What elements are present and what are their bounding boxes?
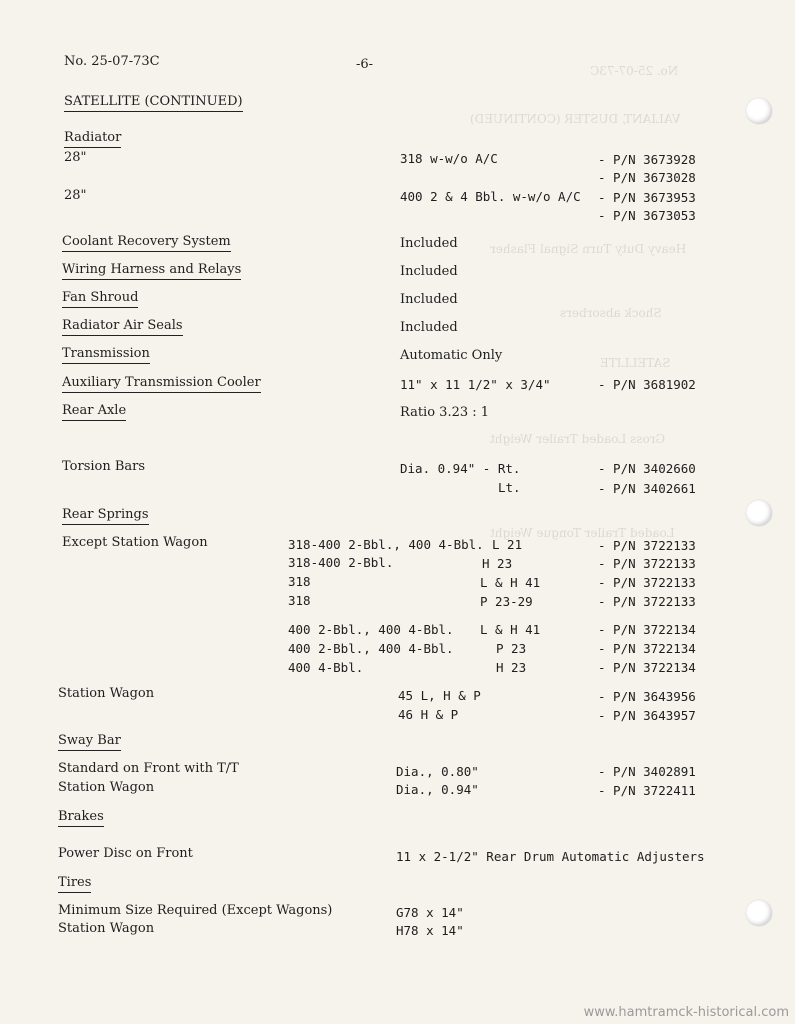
- radiator-spec-1: 318 w-w/o A/C: [400, 151, 498, 166]
- wiring-value: Included: [400, 264, 458, 279]
- radiator-pn: - P/N 3673953: [598, 190, 696, 205]
- brakes-rear-value: 11 x 2-1/2" Rear Drum Automatic Adjusters: [396, 849, 705, 864]
- bleed-through: VALIANT, DUSTER (CONTINUED): [470, 112, 681, 126]
- tires-min-value: G78 x 14": [396, 905, 464, 920]
- spring-code: H 23: [496, 660, 527, 675]
- bleed-through: Gross Loaded Trailer Weight: [490, 432, 666, 446]
- radiator-spec-2: 400 2 & 4 Bbl. w-w/o A/C: [400, 189, 581, 204]
- sway-bar-wagon-pn: - P/N 3722411: [598, 783, 696, 798]
- sway-bar-front-pn: - P/N 3402891: [598, 764, 696, 779]
- torsion-pn: - P/N 3402661: [598, 481, 696, 496]
- page-number: -6-: [356, 57, 374, 72]
- radiator-pn: - P/N 3673028: [598, 170, 696, 185]
- sway-bar-wagon-dia: Dia., 0.94": [396, 782, 479, 797]
- torsion-spec: Dia. 0.94" - Rt.: [400, 461, 521, 476]
- bleed-through: Loaded Trailer Tongue Weight: [490, 526, 675, 540]
- except-wagon-label: Except Station Wagon: [62, 535, 208, 550]
- bleed-through: SATELLITE: [600, 356, 671, 370]
- radiator-size-1: 28": [64, 150, 87, 165]
- spring-pn: - P/N 3722134: [598, 641, 696, 656]
- fan-shroud-value: Included: [400, 292, 458, 307]
- sway-bar-wagon-label: Station Wagon: [58, 780, 155, 795]
- transmission-value: Automatic Only: [400, 348, 503, 363]
- spring-pn: - P/N 3722133: [598, 594, 696, 609]
- sway-bar-heading: Sway Bar: [58, 733, 121, 751]
- torsion-bars-label: Torsion Bars: [62, 459, 146, 474]
- spring-engine: 400 2-Bbl., 400 4-Bbl.: [288, 622, 454, 637]
- wagon-spring-code: 45 L, H & P: [398, 688, 481, 703]
- sway-bar-front-dia: Dia., 0.80": [396, 764, 479, 779]
- cooler-pn: - P/N 3681902: [598, 377, 696, 392]
- spring-engine: 400 2-Bbl., 400 4-Bbl.: [288, 641, 454, 656]
- transmission-label: Transmission: [62, 346, 150, 364]
- spring-engine: 318-400 2-Bbl., 400 4-Bbl.: [288, 537, 484, 552]
- coolant-value: Included: [400, 236, 458, 251]
- spring-code: P 23: [496, 641, 527, 656]
- brakes-heading: Brakes: [58, 809, 104, 827]
- binder-hole: [746, 98, 772, 124]
- spring-engine: 400 4-Bbl.: [288, 660, 364, 675]
- sway-bar-front-label: Standard on Front with T/T: [58, 761, 239, 776]
- radiator-size-2: 28": [64, 188, 87, 203]
- station-wagon-label: Station Wagon: [58, 686, 155, 701]
- watermark: www.hamtramck-historical.com: [583, 1005, 789, 1020]
- air-seals-label: Radiator Air Seals: [62, 318, 183, 336]
- torsion-left-label: Lt.: [498, 480, 521, 495]
- binder-hole: [746, 900, 772, 926]
- spring-engine: 318: [288, 593, 311, 608]
- tires-heading: Tires: [58, 875, 91, 893]
- spring-engine: 318-400 2-Bbl.: [288, 555, 394, 570]
- spring-engine: 318: [288, 574, 311, 589]
- wagon-spring-pn: - P/N 3643956: [598, 689, 696, 704]
- radiator-pn: - P/N 3673053: [598, 208, 696, 223]
- rear-axle-ratio: Ratio 3.23 : 1: [400, 405, 490, 420]
- wagon-spring-pn: - P/N 3643957: [598, 708, 696, 723]
- rear-springs-heading: Rear Springs: [62, 507, 149, 525]
- rear-axle-label: Rear Axle: [62, 403, 126, 421]
- wiring-label: Wiring Harness and Relays: [62, 262, 241, 280]
- fan-shroud-label: Fan Shroud: [62, 290, 138, 308]
- tires-wagon-value: H78 x 14": [396, 923, 464, 938]
- air-seals-value: Included: [400, 320, 458, 335]
- spring-pn: - P/N 3722133: [598, 556, 696, 571]
- spring-pn: - P/N 3722134: [598, 660, 696, 675]
- bleed-through: Shock absorbers: [560, 306, 662, 320]
- torsion-pn: - P/N 3402660: [598, 461, 696, 476]
- spring-pn: - P/N 3722134: [598, 622, 696, 637]
- tires-wagon-label: Station Wagon: [58, 921, 155, 936]
- bleed-through: No. 25-07-73C: [590, 64, 679, 78]
- spring-code: P 23-29: [480, 594, 533, 609]
- coolant-label: Coolant Recovery System: [62, 234, 231, 252]
- tires-min-label: Minimum Size Required (Except Wagons): [58, 903, 333, 918]
- spring-code: L 21: [492, 537, 523, 552]
- spring-code: L & H 41: [480, 622, 541, 637]
- spring-code: L & H 41: [480, 575, 541, 590]
- page-title: SATELLITE (CONTINUED): [64, 94, 243, 112]
- spring-code: H 23: [482, 556, 513, 571]
- binder-hole: [746, 500, 772, 526]
- radiator-heading: Radiator: [64, 130, 121, 148]
- spring-pn: - P/N 3722133: [598, 575, 696, 590]
- doc-number: No. 25-07-73C: [64, 54, 160, 69]
- spring-pn: - P/N 3722133: [598, 538, 696, 553]
- wagon-spring-code: 46 H & P: [398, 707, 459, 722]
- bleed-through: Heavy Duty Turn Signal Flasher: [490, 242, 687, 256]
- radiator-pn: - P/N 3673928: [598, 152, 696, 167]
- brakes-front-label: Power Disc on Front: [58, 846, 193, 861]
- cooler-size: 11" x 11 1/2" x 3/4": [400, 377, 551, 392]
- cooler-label: Auxiliary Transmission Cooler: [62, 375, 261, 393]
